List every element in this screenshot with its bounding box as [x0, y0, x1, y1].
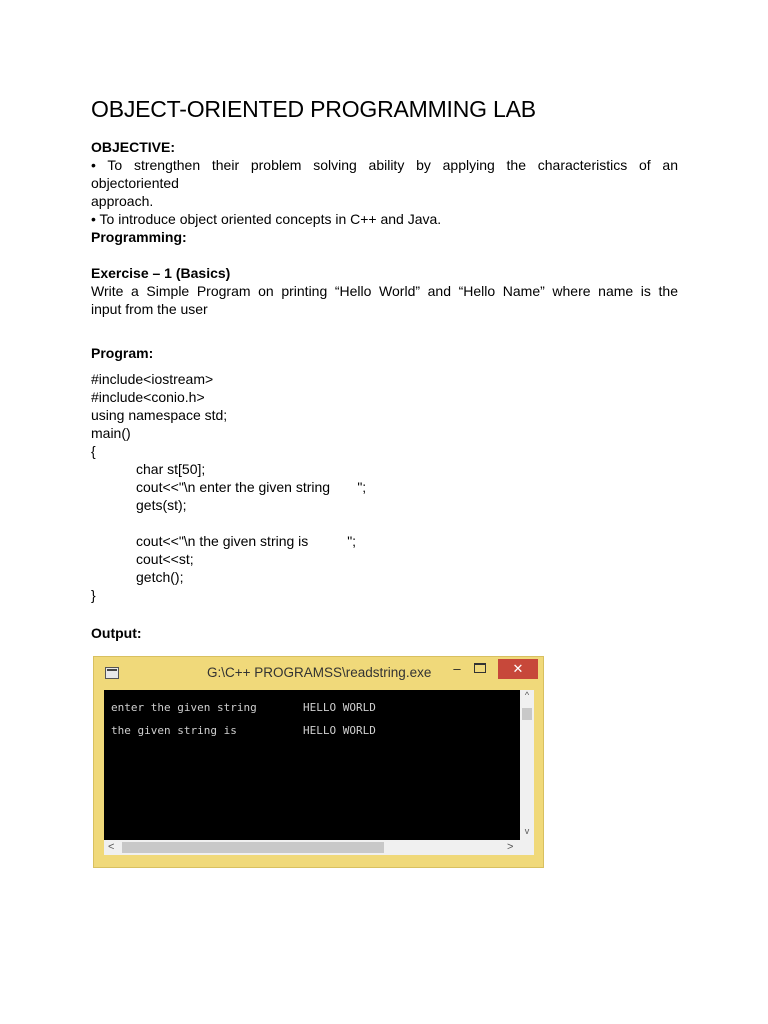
- objective-heading: OBJECTIVE:: [91, 139, 176, 155]
- scroll-right-icon[interactable]: >: [507, 841, 514, 853]
- resize-grip[interactable]: [520, 840, 534, 855]
- horizontal-scroll-thumb[interactable]: [122, 842, 384, 853]
- code-line: cout<<"\n enter the given string ";: [136, 479, 367, 495]
- code-line: getch();: [136, 569, 184, 585]
- code-listing: [91, 370, 678, 604]
- code-line: #include<conio.h>: [91, 389, 205, 405]
- console-line: enter the given string HELLO WORLD: [111, 701, 376, 714]
- window-title: G:\C++ PROGRAMSS\readstring.exe: [207, 665, 432, 680]
- exercise-description-line-1: Write a Simple Program on printing “Hello World” and “Hello Name” where name is the: [91, 283, 678, 299]
- console-window: [93, 656, 544, 868]
- objective-line-3: approach.: [91, 193, 154, 209]
- exercise-heading: Exercise – 1 (Basics): [91, 265, 231, 281]
- console-app-icon[interactable]: [105, 667, 119, 679]
- code-line: char st[50];: [136, 461, 206, 477]
- maximize-icon[interactable]: [474, 663, 486, 673]
- window-titlebar[interactable]: [94, 657, 543, 689]
- objective-line-2: objectoriented: [91, 175, 179, 191]
- programming-heading: Programming:: [91, 229, 187, 245]
- code-line: using namespace std;: [91, 407, 228, 423]
- page-title: OBJECT-ORIENTED PROGRAMMING LAB: [91, 96, 536, 122]
- code-line: cout<<st;: [136, 551, 194, 567]
- scroll-left-icon[interactable]: <: [108, 841, 115, 853]
- vertical-scrollbar[interactable]: [520, 690, 534, 840]
- vertical-scroll-thumb[interactable]: [522, 708, 532, 720]
- code-line: gets(st);: [136, 497, 187, 513]
- close-icon[interactable]: ✕: [498, 659, 538, 679]
- code-line: cout<<"\n the given string is ";: [136, 533, 357, 549]
- horizontal-scrollbar[interactable]: [104, 840, 520, 855]
- objective-line-4: • To introduce object oriented concepts in C++ and Java.: [91, 211, 442, 227]
- program-heading: Program:: [91, 345, 154, 361]
- code-line: main(): [91, 425, 131, 441]
- console-output[interactable]: [104, 690, 520, 840]
- code-line: #include<iostream>: [91, 371, 214, 387]
- code-line: }: [91, 587, 96, 603]
- scroll-up-icon[interactable]: ^: [524, 690, 530, 700]
- document-page: [91, 92, 678, 642]
- code-line: {: [91, 443, 96, 459]
- output-heading: Output:: [91, 625, 142, 641]
- console-line: the given string is HELLO WORLD: [111, 724, 376, 737]
- exercise-description-line-2: input from the user: [91, 301, 208, 317]
- scroll-down-icon[interactable]: v: [524, 826, 530, 836]
- objective-line-1: • To strengthen their problem solving ability by applying the characteristics of an: [91, 157, 678, 173]
- minimize-icon[interactable]: –: [453, 661, 461, 676]
